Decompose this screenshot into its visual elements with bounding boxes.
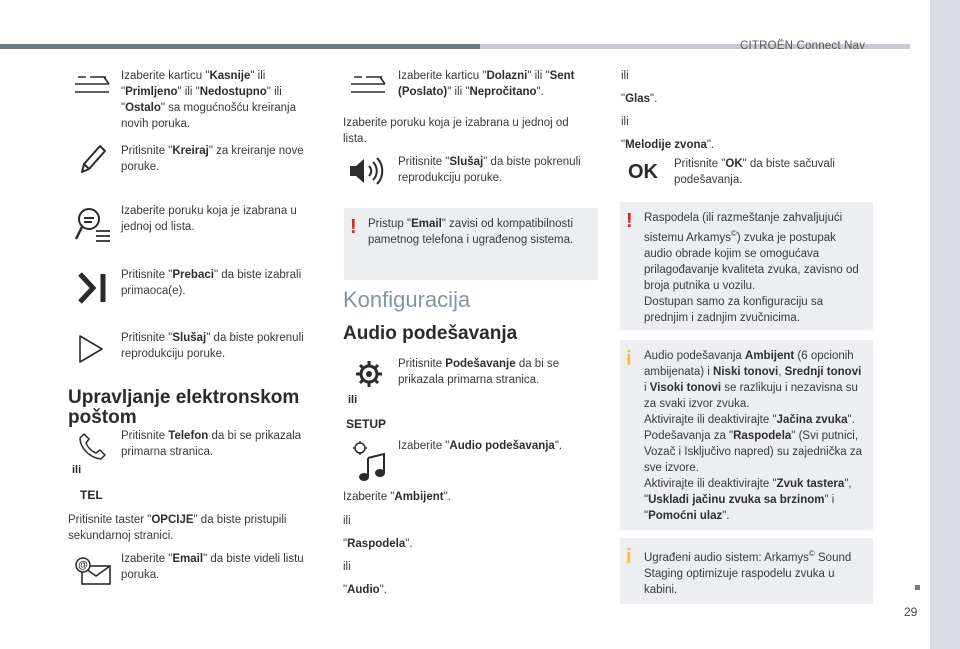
ambient-text: Izaberite "Ambijent". xyxy=(343,491,451,503)
listen-text: Pritisnite "Slušaj" da biste pokrenuli reprodukciju poruke. xyxy=(121,332,304,360)
warning-box-email xyxy=(344,208,598,280)
select-message-text-2: Izaberite poruku koja je izabrana u jednoj od lista. xyxy=(343,117,569,145)
header-title: CITROËN Connect Nav xyxy=(740,40,866,52)
phone-icon xyxy=(78,432,106,460)
gear-icon xyxy=(355,360,383,388)
audio-settings-text: Izaberite "Audio podešavanja". xyxy=(398,440,563,452)
speaker-icon xyxy=(348,156,384,186)
header-bar-dark xyxy=(0,44,480,49)
create-message-text: Pritisnite "Kreiraj" za kreiranje nove poruke. xyxy=(121,145,304,173)
or-label-1: ili xyxy=(343,515,351,527)
settings-text: Pritisnite Podešavanje da bi se prikazala primarna stranica. xyxy=(398,358,560,386)
play-icon xyxy=(78,334,104,364)
ok-text: Pritisnite "OK" da biste sačuvali podešavanja. xyxy=(674,158,835,186)
or-label-2: ili xyxy=(343,561,351,573)
page-corner-mark xyxy=(915,585,920,590)
message-list-icon xyxy=(74,205,112,245)
inbox-tabs-text-2: Izaberite karticu "Dolazni" ili "Sent (Poslato)" ili "Nepročitano". xyxy=(398,70,575,98)
or-label-phone: ili xyxy=(72,464,82,476)
or-label-setup: ili xyxy=(348,394,358,406)
mail-icon xyxy=(74,74,110,96)
music-note-icon xyxy=(352,440,388,482)
inbox-tabs-text: Izaberite karticu "Kasnije" ili "Primljeno" ili "Nedostupno" ili "Ostalo" sa mogućnošću kreiranja novih poruka. xyxy=(121,70,297,130)
page-edge-tab xyxy=(930,0,960,649)
page-number: 29 xyxy=(904,605,918,619)
forward-text: Pritisnite "Prebaci" da biste izabrali primaoca(e). xyxy=(121,269,302,297)
svg-text:@: @ xyxy=(78,560,88,571)
pencil-icon xyxy=(78,142,108,176)
info-box-arkamys xyxy=(620,538,873,604)
listen-text-2: Pritisnite "Slušaj" da biste pokrenuli reprodukciju poruke. xyxy=(398,156,581,184)
forward-icon xyxy=(78,272,108,304)
audio-settings-heading: Audio podešavanja xyxy=(343,323,518,344)
email-text: Izaberite "Email" da biste videli listu poruka. xyxy=(121,553,304,581)
info-text-audio: Audio podešavanja Ambijent (6 opcionih ambijenata) i Niski tonovi, Srednji tonovi i Visoki tonovi se razlikuju i nezavisna su za svaki izvor zvuka. Aktivirajte ili deaktivirajte "Jačina zvuka". Podešavanja za "Raspodela" (Svi putnici, Vozač i Isključivo napred) su zajednička za sve izvore. Aktivirajte ili deaktivirajte "Zvuk tastera", "Uskladi jačinu zvuka sa brzinom" i "Pomoćni ulaz". xyxy=(644,350,862,522)
info-icon: i xyxy=(626,348,632,370)
warning-box-raspodela xyxy=(620,202,873,330)
select-message-text: Izaberite poruku koja je izabrana u jednoj od lista. xyxy=(121,205,297,233)
email-heading: Upravljanje elektronskom poštom xyxy=(68,387,300,428)
email-at-icon xyxy=(74,556,112,586)
info-box-audio xyxy=(620,340,873,530)
or-label-3: ili xyxy=(621,70,629,82)
warning-icon-2: ! xyxy=(626,210,633,232)
or-label-4: ili xyxy=(621,116,629,128)
glas-text: "Glas". xyxy=(621,93,658,105)
ok-icon: OK xyxy=(628,161,658,183)
tel-label: TEL xyxy=(80,488,103,502)
configuration-heading: Konfiguracija xyxy=(343,287,471,312)
audio-text: "Audio". xyxy=(343,584,387,596)
info-icon-2: i xyxy=(626,546,632,568)
warning-icon: ! xyxy=(350,216,357,238)
info-text-arkamys: Ugrađeni audio sistem: Arkamys© Sound Staging optimizuje raspodelu zvuka u kabini. xyxy=(644,549,852,596)
melodije-text: "Melodije zvona". xyxy=(621,139,715,151)
options-text: Pritisnite taster "OPCIJE" da biste pristupili sekundarnoj stranici. xyxy=(68,514,287,542)
setup-label: SETUP xyxy=(346,417,387,431)
phone-text: Pritisnite Telefon da bi se prikazala primarna stranica. xyxy=(121,430,302,458)
warning-text-raspodela: Raspodela (ili razmeštanje zahvaljujući sistemu Arkamys©) zvuka je postupak audio obrade kojim se omogućava prilagođavanje kvaliteta zvuka, zavisno od broja putnika u vozilu. Dostupan samo za konfiguraciju sa prednjim i zadnjim zvučnicima. xyxy=(644,212,859,324)
mail-icon-2 xyxy=(350,74,386,96)
warning-text-email: Pristup "Email" zavisi od kompatibilnosti pametnog telefona i ugrađenog sistema. xyxy=(368,218,574,246)
raspodela-text: "Raspodela". xyxy=(343,538,413,550)
